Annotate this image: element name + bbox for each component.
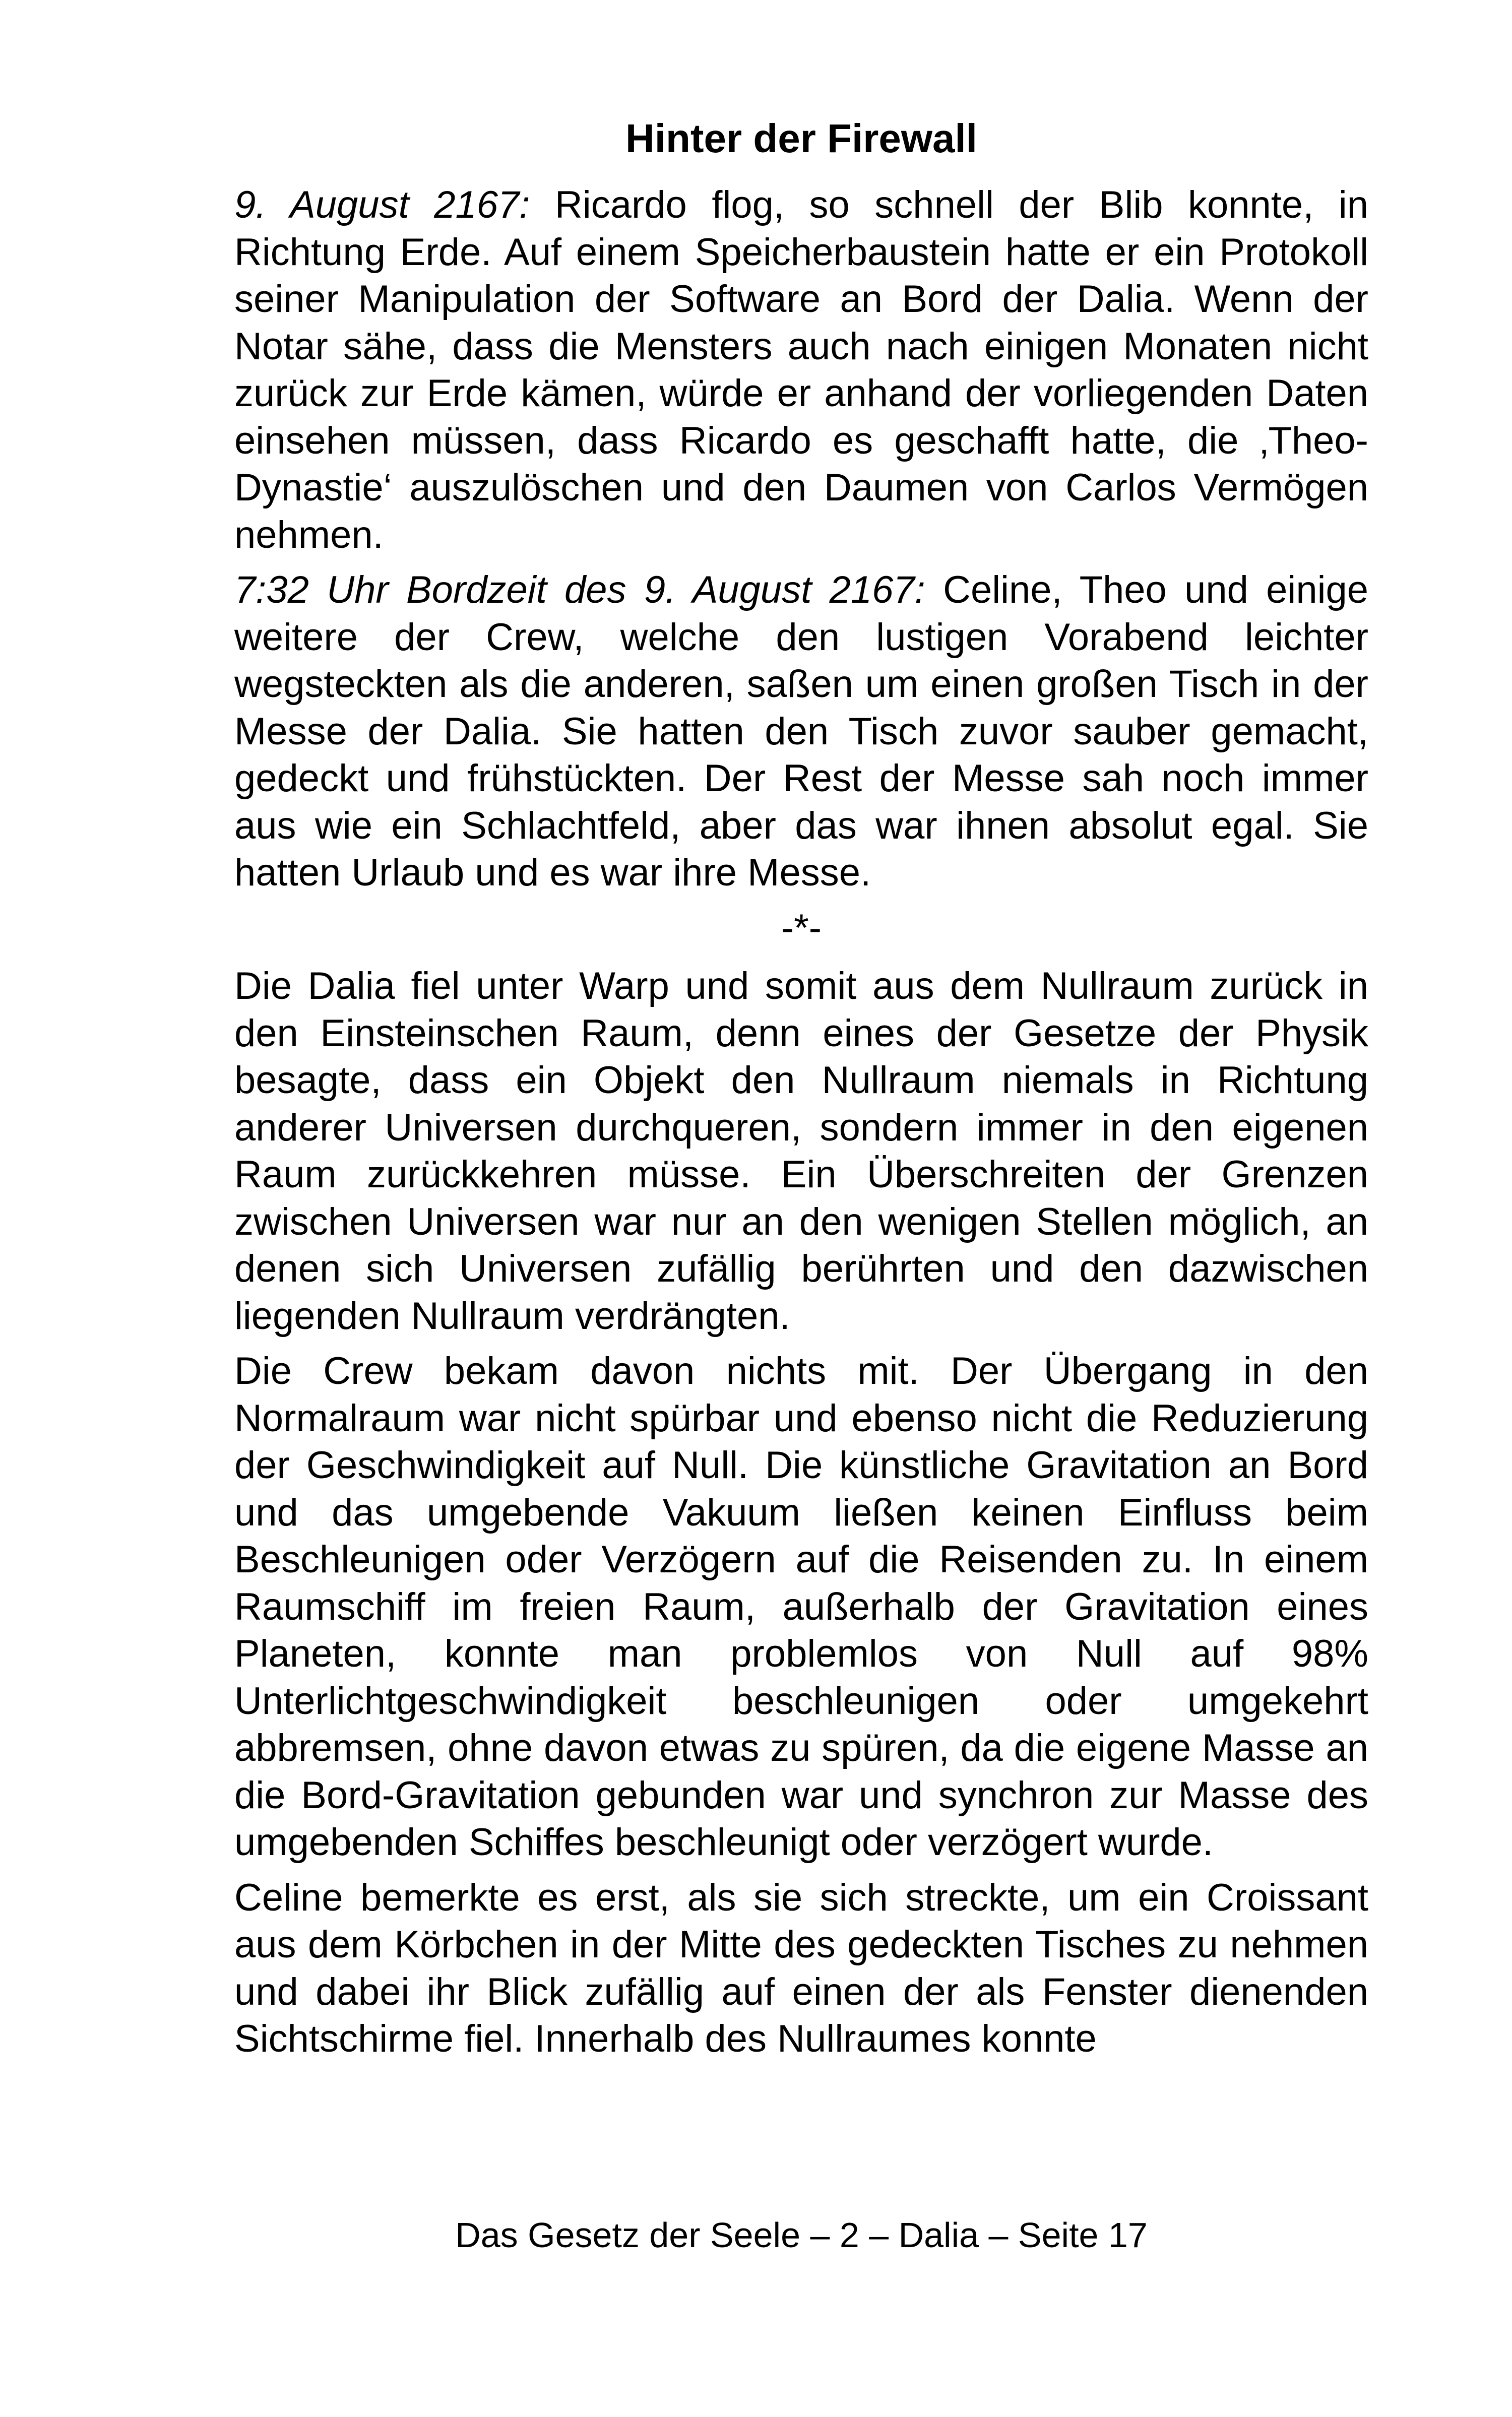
- paragraph-2-text: Celine, Theo und einige weitere der Crew, welche den lustigen Vorabend leichter wegsteckten als die anderen, saßen um einen großen Tisch in der Messe der Dalia. Sie hatten den Tisch zuvor sauber gemacht, gedeckt und frühstückten. Der Rest der Messe sah noch immer aus wie ein Schlachtfeld, aber das war ihnen absolut egal. Sie hatten Urlaub und es war ihre Messe.: [234, 568, 1369, 894]
- book-page: [234, 0, 1368, 2417]
- paragraph-1-text: Ricardo flog, so schnell der Blib konnte, in Richtung Erde. Auf einem Speicherbaustein hatte er ein Protokoll seiner Manipulation der Software an Bord der Dalia. Wenn der Notar sähe, dass die Mensters auch nach einigen Monaten nicht zurück zur Erde kämen, würde er anhand der vorliegenden Daten einsehen müssen, dass Ricardo es geschafft hatte, die ‚Theo-Dynastie‘ auszulöschen und den Daumen von Carlos Vermögen nehmen.: [234, 183, 1368, 556]
- date-label-2: 7:32 Uhr Bordzeit des 9. August 2167:: [234, 568, 925, 611]
- chapter-title: Hinter der Firewall: [625, 116, 977, 161]
- paragraph-3: Die Dalia fiel unter Warp und somit aus dem Nullraum zurück in den Einsteinschen Raum, denn eines der Gesetze der Physik besagte, dass ein Objekt den Nullraum niemals in Richtung anderer Universen durchqueren, sondern immer in den eigenen Raum zurückkehren müsse. Ein Überschreiten der Grenzen zwischen Universen war nur an den wenigen Stellen möglich, an denen sich Universen zufällig berührten und den dazwischen liegenden Nullraum verdrängten.: [234, 965, 1368, 1338]
- chapter-body: [234, 181, 1368, 2071]
- paragraph-4: Die Crew bekam davon nichts mit. Der Übergang in den Normalraum war nicht spürbar und ebenso nicht die Reduzierung der Geschwindigkeit auf Null. Die künstliche Gravitation an Bord und das umgebende Vakuum ließen keinen Einfluss beim Beschleunigen oder Verzögern auf die Reisenden zu. In einem Raumschiff im freien Raum, außerhalb der Gravitation eines Planeten, konnte man problemlos von Null auf 98% Unterlichtgeschwindigkeit beschleunigen oder umgekehrt abbremsen, ohne davon etwas zu spüren, da die eigene Masse an die Bord-Gravitation gebunden war und synchron zur Masse des umgebenden Schiffes beschleunigt oder verzögert wurde.: [234, 1350, 1368, 1864]
- scene-separator: -*-: [781, 906, 822, 949]
- paragraph-1: [234, 181, 1368, 558]
- page-footer: Das Gesetz der Seele – 2 – Dalia – Seite 17: [455, 2215, 1148, 2255]
- date-label-1: 9. August 2167:: [234, 183, 530, 226]
- paragraph-2: [234, 566, 1368, 897]
- paragraph-5: Celine bemerkte es erst, als sie sich streckte, um ein Croissant aus dem Körbchen in der Mitte des gedeckten Tisches zu nehmen und dabei ihr Blick zufällig auf einen der als Fenster dienenden Sichtschirme fiel. Innerhalb des Nullraumes konnte: [234, 1876, 1368, 2060]
